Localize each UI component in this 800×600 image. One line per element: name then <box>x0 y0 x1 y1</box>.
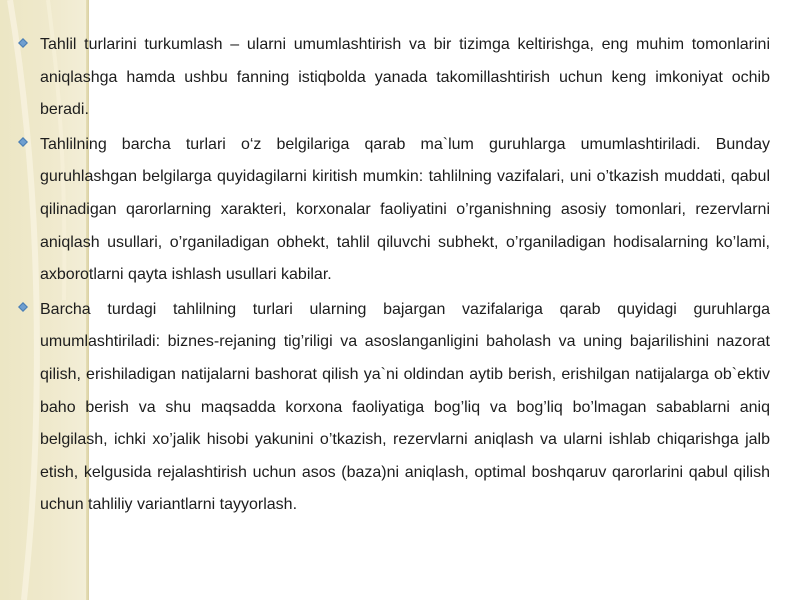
bullet-text-1: Tahlil turlarini turkumlash – ularni umumlashtirish va bir tizimga keltirishga, eng muhim tomonlarini aniqlashga hamda ushbu fanning istiqbolda yanada takomillashtirish uchun keng imkoniyat ochib beradi. <box>40 36 770 119</box>
bullet-text-2: Tahlilning barcha turlari o‘z belgilariga qarab ma`lum guruhlarga umumlashtiriladi. Bunday guruhlashgan belgilarga quyidagilarni kiritish mumkin: tahlilning vazifalari, uni o’tkazish muddati, qabul qilinadigan qarorlarning xarakteri, korxonalar faoliyatini o’rganishning asosiy tomonlari, rezervlarni aniqlash usullari, o’rganiladigan obhekt, tahlil qiluvchi subhekt, o’rganiladigan hodisalarning ko’lami, axborotlarni qayta ishlash usullari kabilar. <box>40 135 770 284</box>
bullet-item-1 <box>18 29 770 127</box>
bullet-marker-icon <box>18 29 40 51</box>
bullet-marker-icon <box>18 129 40 151</box>
slide-content <box>18 29 770 522</box>
bullet-text-3: Barcha turdagi tahlilning turlari ularning bajargan vazifalariga qarab quyidagi guruhlarga umumlashtiriladi: biznes-rejaning tig’riligi va asoslanganligini baholash va uning bajarilishini nazorat qilish, erishiladigan natijalarni bashorat qilish ya`ni oldindan aytib berish, erishilgan natijalarga ob`ektiv baho berish va shu maqsadda korxona faoliyatiga bog’liq va bog’liq bo’lmagan sabablarni aniq belgilash, ichki xo’jalik hisobi yakunini o’tkazish, rezervlarni aniqlash va ularni ishlab chiqarishga jalb etish, kelgusida rejalashtirish uchun asos (baza)ni aniqlash, optimal boshqaruv qarorlarini qabul qilish uchun tahliliy variantlarni tayyorlash. <box>40 300 770 514</box>
bullet-item-3 <box>18 294 770 522</box>
bullet-item-2 <box>18 129 770 292</box>
bullet-marker-icon <box>18 294 40 316</box>
